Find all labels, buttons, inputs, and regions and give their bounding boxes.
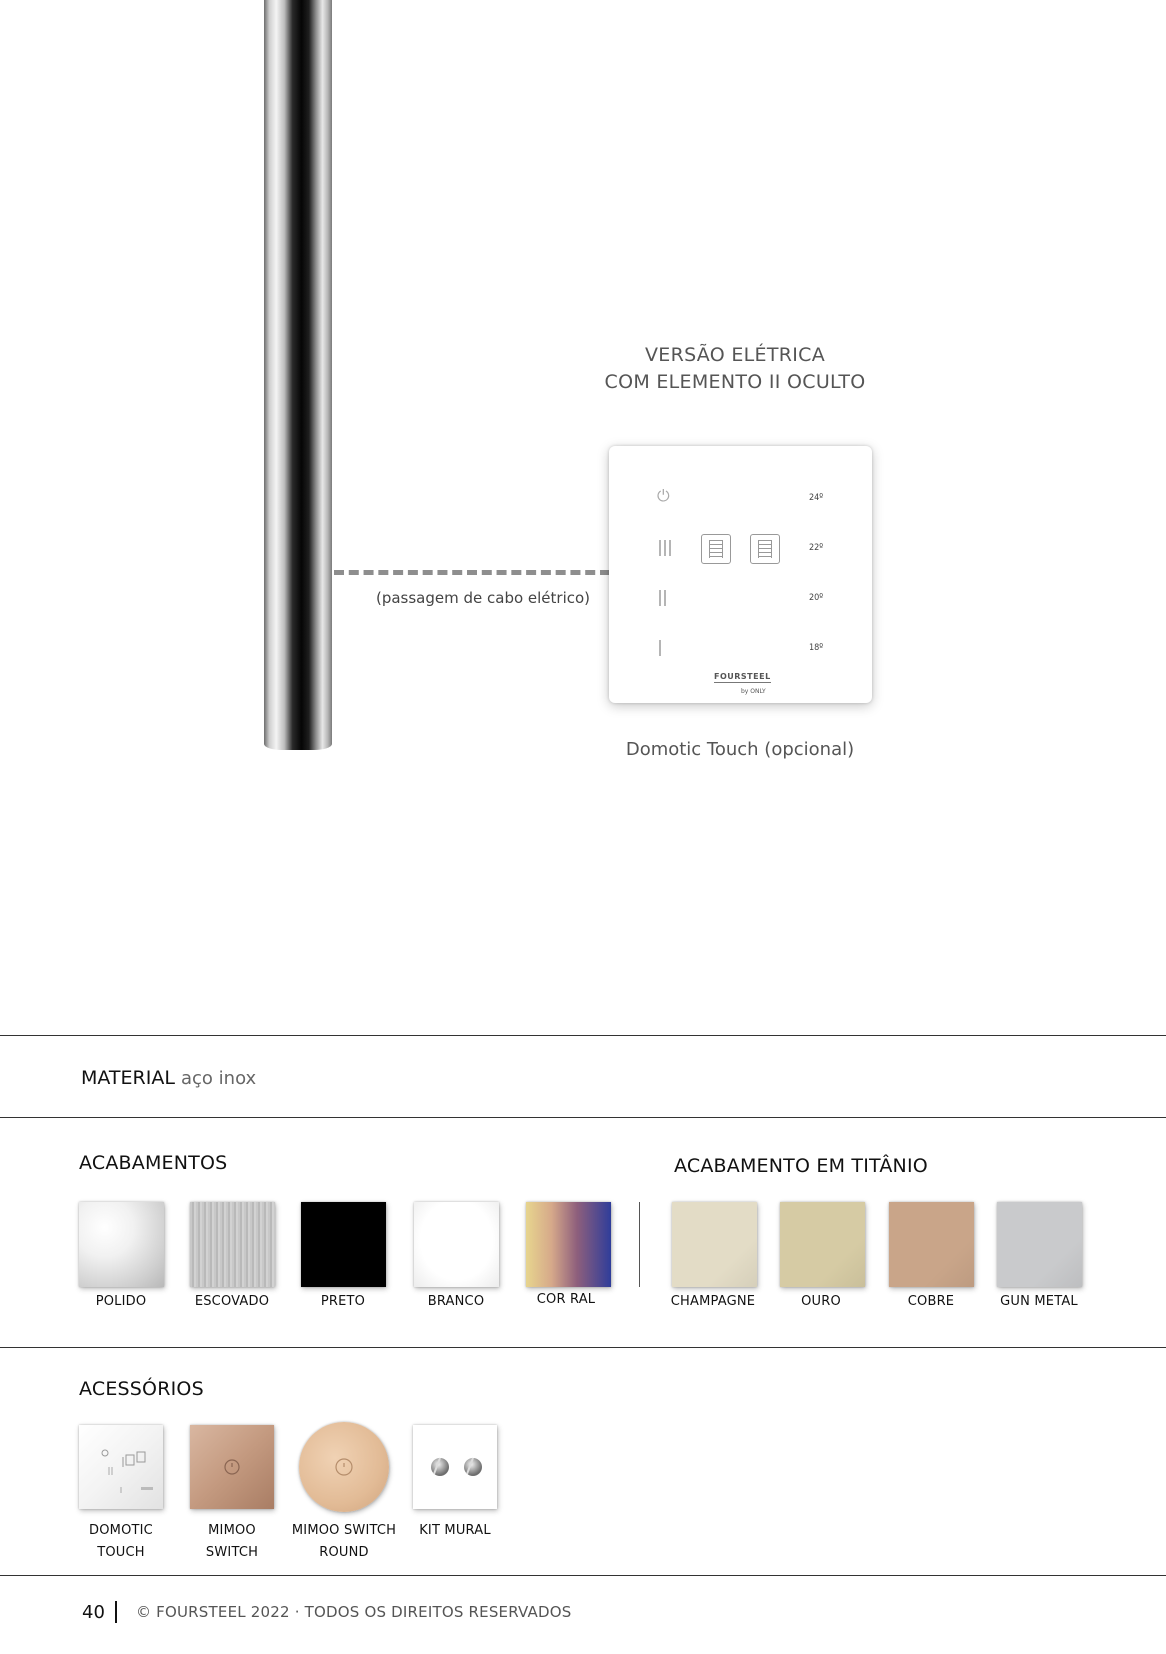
- accessory-label-mimoo-switch-round: [284, 1520, 404, 1564]
- material-label: MATERIAL: [81, 1067, 175, 1089]
- accessory-label-kit-mural: [395, 1520, 515, 1542]
- swatch-ouro: [780, 1202, 865, 1287]
- finishes-title: ACABAMENTOS: [79, 1152, 228, 1174]
- accessory-label-line: MIMOO: [208, 1523, 256, 1538]
- finishes-separator: [639, 1202, 640, 1287]
- page-number: 40: [82, 1602, 105, 1623]
- version-line-2: COM ELEMENTO II OCULTO: [604, 371, 866, 393]
- titanium-title: ACABAMENTO EM TITÂNIO: [674, 1155, 928, 1177]
- swatch-label-escovado: ESCOVADO: [194, 1294, 270, 1309]
- accessory-label-line: MIMOO SWITCH: [291, 1523, 397, 1538]
- accessory-label-line: ROUND: [319, 1545, 369, 1560]
- swatch-branco: [414, 1202, 499, 1287]
- panel-byline: by ONLY: [741, 688, 766, 695]
- divider-top: [0, 1035, 1166, 1036]
- swatch-escovado: [190, 1202, 275, 1287]
- swatch-label-gun-metal: GUN METAL: [1000, 1294, 1078, 1309]
- accessory-label-line: KIT MURAL: [419, 1523, 491, 1538]
- accessory-label-domotic-touch: [61, 1520, 181, 1564]
- towel-rail-pipe: [264, 0, 332, 750]
- level-2-icon: [659, 590, 666, 606]
- version-heading: [560, 342, 910, 396]
- towel-rail-icon: [701, 534, 731, 564]
- material-value: aço inox: [181, 1068, 257, 1089]
- domotic-touch-caption: Domotic Touch (opcional): [625, 739, 855, 760]
- panel-brand-logo: FOURSTEEL: [714, 672, 771, 681]
- copyright-text: © FOURSTEEL 2022 · TODOS OS DIREITOS RESERVADOS: [136, 1603, 572, 1621]
- temp-24: 24º: [809, 493, 824, 503]
- accessory-domotic-touch-image: [79, 1425, 163, 1509]
- divider-finishes: [0, 1347, 1166, 1348]
- swatch-champagne: [672, 1202, 757, 1287]
- accessory-mimoo-switch-round-image: [299, 1422, 389, 1512]
- temp-22: 22º: [809, 543, 824, 553]
- swatch-label-polido: POLIDO: [95, 1294, 147, 1309]
- swatch-cor-ral: [526, 1202, 611, 1287]
- divider-footer: [0, 1575, 1166, 1576]
- temp-18: 18º: [809, 643, 824, 653]
- domotic-touch-panel: [609, 446, 872, 703]
- accessory-kit-mural-image: [413, 1425, 497, 1509]
- towel-rail-heat-icon: [750, 534, 780, 564]
- accessory-label-line: SWITCH: [205, 1545, 259, 1560]
- cable-dashed-line: [334, 570, 610, 575]
- divider-material: [0, 1117, 1166, 1118]
- swatch-label-ouro: OURO: [801, 1294, 841, 1309]
- swatch-label-preto: PRETO: [320, 1294, 366, 1309]
- swatch-polido: [79, 1202, 164, 1287]
- accessory-label-line: DOMOTIC: [89, 1523, 153, 1538]
- swatch-cobre: [889, 1202, 974, 1287]
- cable-caption: (passagem de cabo elétrico): [375, 589, 591, 607]
- swatch-preto: [301, 1202, 386, 1287]
- swatch-label-cor-ral: COR RAL: [536, 1292, 596, 1307]
- accessory-label-line: TOUCH: [97, 1545, 145, 1560]
- power-icon: ⏻: [657, 486, 670, 505]
- level-3-icon: [659, 540, 671, 556]
- version-line-1: VERSÃO ELÉTRICA: [644, 344, 826, 366]
- accessory-label-mimoo-switch: [172, 1520, 292, 1564]
- accessory-mimoo-switch-image: [190, 1425, 274, 1509]
- swatch-label-cobre: COBRE: [907, 1294, 955, 1309]
- swatch-label-branco: BRANCO: [427, 1294, 485, 1309]
- accessories-title: ACESSÓRIOS: [79, 1378, 204, 1400]
- level-1-icon: [659, 640, 661, 656]
- swatch-label-champagne: CHAMPAGNE: [670, 1294, 756, 1309]
- temp-20: 20º: [809, 593, 824, 603]
- swatch-gun-metal: [997, 1202, 1082, 1287]
- footer-separator: [115, 1601, 117, 1623]
